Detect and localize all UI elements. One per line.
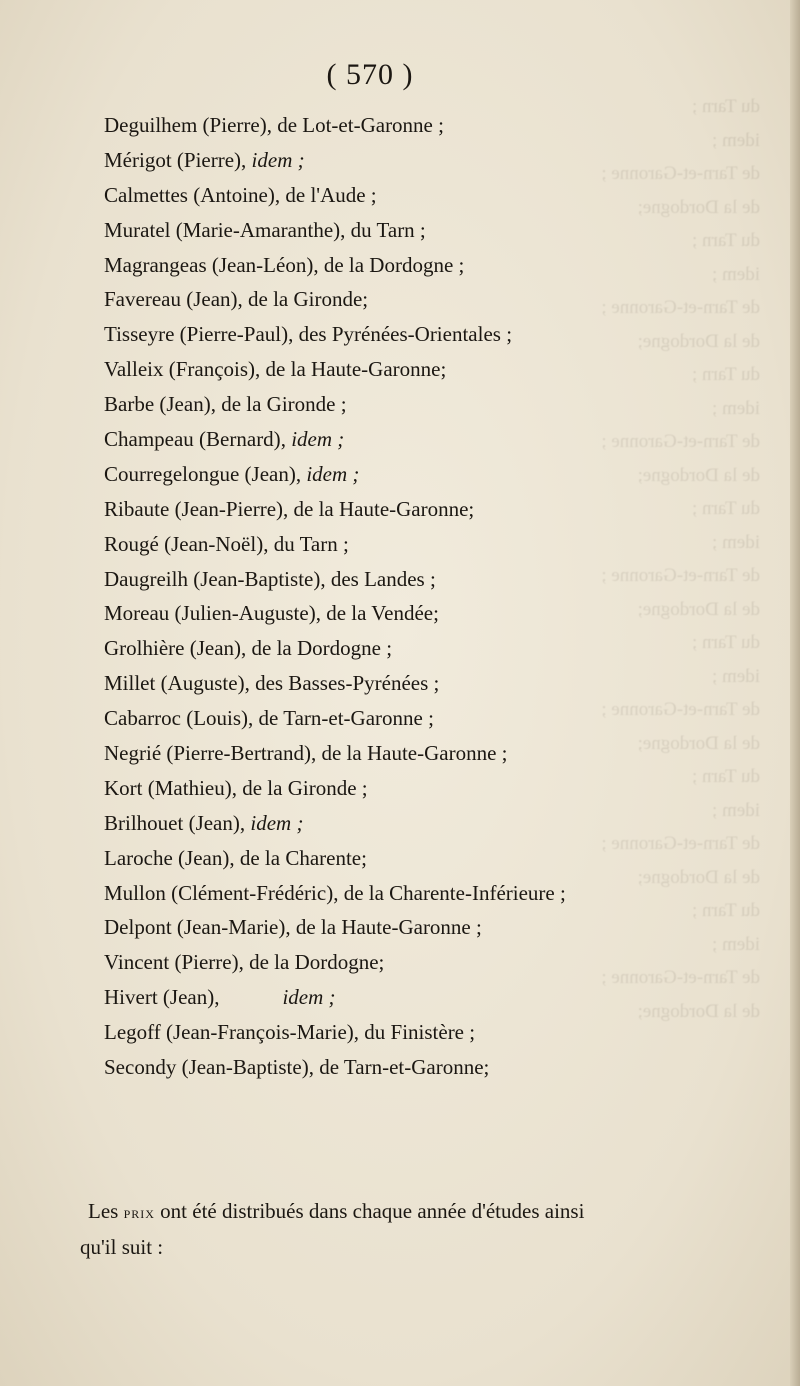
bleed-line: de Tarn-et-Garonne ; [601, 565, 760, 586]
entry-origin: des Basses-Pyrénées ; [255, 671, 440, 696]
bleed-line: de la Dordogne; [637, 1000, 760, 1022]
bleed-line: de la Dordogne; [637, 464, 760, 486]
entry-name: Calmettes (Antoine) [104, 182, 275, 207]
entry-separator: , [283, 496, 294, 521]
entry-name: Valleix (François) [104, 357, 256, 382]
bleed-line: idem ; [711, 531, 760, 553]
bleed-line: idem ; [711, 665, 760, 687]
list-item [104, 213, 744, 248]
entry-separator: , [239, 810, 251, 835]
entry-name: Delpont (Jean-Marie) [104, 915, 286, 940]
entry-origin: de Tarn-et-Garonne; [319, 1055, 490, 1080]
entry-name: Champeau (Bernard) [104, 427, 281, 452]
entry-origin: idem ; [250, 810, 304, 835]
entry-separator: , [333, 880, 344, 905]
bleed-line: de Tarn-et-Garonne ; [601, 833, 760, 854]
entry-name: Magrangeas (Jean-Léon) [104, 252, 314, 277]
entry-origin: des Landes ; [330, 566, 436, 591]
entry-name: Deguilhem (Pierre) [104, 113, 267, 137]
entry-name: Mérigot (Pierre) [104, 147, 242, 172]
list-item [104, 317, 744, 352]
bleed-line: de la Dordogne; [637, 732, 760, 754]
page-edge [790, 0, 800, 1386]
entry-name: Favereau (Jean) [104, 287, 238, 312]
entry-name: Negrié (Pierre-Bertrand) [104, 741, 311, 766]
entry-origin: de la Gironde; [248, 287, 369, 312]
entry-origin: de la Dordogne; [249, 950, 385, 975]
list-item [104, 492, 744, 527]
bleed-line: du Tarn ; [692, 96, 760, 117]
bleed-line: du Tarn ; [692, 766, 760, 787]
entry-separator: , [241, 147, 252, 172]
list-item [104, 736, 744, 771]
entry-name: Millet (Auguste) [104, 671, 245, 696]
bleed-line: de Tarn-et-Garonne ; [601, 431, 760, 452]
list-item [104, 422, 744, 457]
entry-origin: idem ; [291, 427, 345, 452]
entry-origin: de la Haute-Garonne; [265, 357, 447, 382]
entry-origin: de la Dordogne ; [323, 252, 465, 277]
list-item [104, 596, 744, 631]
list-item [104, 876, 744, 911]
entry-name: Grolhière (Jean) [104, 636, 242, 661]
entry-separator: , [210, 392, 222, 417]
entry-separator: , [248, 706, 259, 731]
prix-word: prix [123, 1203, 155, 1222]
page-number: ( 570 ) [326, 58, 414, 91]
entry-origin: de la Charente; [239, 845, 367, 870]
list-item [104, 108, 744, 143]
entry-name: Hivert (Jean) [104, 985, 215, 1010]
entry-separator: , [244, 671, 256, 696]
list-item [104, 666, 744, 701]
list-item [104, 631, 744, 666]
list-item [104, 945, 744, 980]
entry-name: Muratel (Marie-Amaranthe) [104, 217, 341, 242]
list-item [104, 771, 744, 806]
bleed-line: idem ; [711, 799, 760, 821]
entry-separator: , [295, 461, 307, 486]
entry-name: Barbe (Jean) [104, 392, 211, 417]
bleed-line: idem ; [711, 933, 760, 955]
list-item [104, 910, 744, 945]
entry-separator: , [353, 1020, 365, 1045]
entry-origin: idem ; [282, 985, 336, 1010]
entry-name: Legoff (Jean-François-Marie) [104, 1020, 354, 1045]
entry-origin: du Finistère ; [364, 1020, 476, 1045]
entry-separator: , [340, 217, 351, 242]
entry-name: Brilhouet (Jean) [104, 810, 240, 835]
footer-line-1-end: ont été distribués dans chaque année d'études ainsi [154, 1199, 585, 1223]
bleed-line: de Tarn-et-Garonne ; [601, 967, 760, 988]
entry-name: Moreau (Julien-Auguste) [104, 601, 316, 626]
entry-separator: , [280, 427, 292, 452]
bleed-line: idem ; [711, 129, 760, 151]
entry-separator: , [238, 950, 250, 975]
bleed-line: de Tarn-et-Garonne ; [601, 699, 760, 720]
entry-separator: , [255, 357, 266, 382]
entry-separator: , [315, 601, 327, 626]
list-item [104, 1015, 744, 1050]
bleed-line: de la Dordogne; [637, 196, 760, 218]
list-item [104, 178, 744, 213]
footer-paragraph [80, 1194, 730, 1264]
list-item [104, 980, 744, 1015]
entry-separator: , [308, 1055, 320, 1080]
entry-separator: , [288, 322, 299, 347]
entry-origin: de la Haute-Garonne ; [321, 741, 508, 766]
entry-origin: de la Gironde ; [221, 392, 347, 417]
entry-origin: de la Gironde ; [242, 775, 368, 800]
list-item [104, 527, 744, 562]
entry-separator: , [310, 741, 322, 766]
list-item [104, 352, 744, 387]
entry-name: Mullon (Clément-Frédéric) [104, 880, 334, 905]
list-item [104, 806, 744, 841]
bleed-line: du Tarn ; [692, 364, 760, 385]
entry-separator: , [320, 566, 331, 591]
list-item [104, 562, 744, 597]
list-item [104, 457, 744, 492]
entry-name: Ribaute (Jean-Pierre) [104, 496, 284, 521]
list-item [104, 841, 744, 876]
entry-separator: , [313, 252, 324, 277]
entry-name: Tisseyre (Pierre-Paul) [104, 322, 289, 347]
entry-origin: de Lot-et-Garonne ; [277, 113, 444, 137]
bleed-line: de Tarn-et-Garonne ; [601, 297, 760, 318]
bleed-line: du Tarn ; [692, 632, 760, 653]
bleed-line: idem ; [711, 397, 760, 419]
entry-origin: du Tarn ; [350, 217, 426, 242]
list-item [104, 387, 744, 422]
entry-separator: , [237, 287, 249, 312]
list-item [104, 282, 744, 317]
entry-origin: de la Vendée; [326, 601, 439, 626]
entry-separator: , [285, 915, 296, 940]
entry-name: Vincent (Pierre) [104, 950, 239, 975]
bleed-line: de Tarn-et-Garonne ; [601, 163, 760, 184]
entry-separator: , [266, 113, 278, 137]
entry-separator: , [274, 182, 286, 207]
entry-origin: des Pyrénées-Orientales ; [298, 322, 513, 347]
footer-line-1 [80, 1194, 730, 1230]
entry-origin: de la Haute-Garonne ; [295, 915, 482, 940]
laureate-list [104, 108, 744, 1085]
entry-separator: , [263, 531, 274, 556]
entry-name: Courregelongue (Jean) [104, 461, 296, 486]
entry-origin: de l'Aude ; [285, 182, 377, 207]
bleed-line: idem ; [711, 263, 760, 285]
entry-origin: de la Dordogne ; [251, 636, 393, 661]
entry-name: Kort (Mathieu) [104, 775, 232, 800]
entry-separator: , [231, 775, 243, 800]
list-item [104, 701, 744, 736]
bleed-line: de la Dordogne; [637, 866, 760, 888]
entry-origin: de Tarn-et-Garonne ; [258, 706, 434, 731]
footer-line-1-start: Les [88, 1199, 124, 1223]
entry-name: Cabarroc (Louis) [104, 706, 249, 731]
list-item [104, 1050, 744, 1085]
entry-name: Secondy (Jean-Baptiste) [104, 1055, 309, 1080]
entry-separator: , [214, 985, 283, 1010]
list-item [104, 143, 744, 178]
entry-separator: , [229, 845, 240, 870]
entry-origin: idem ; [251, 147, 305, 172]
bleed-line: du Tarn ; [692, 900, 760, 921]
entry-origin: du Tarn ; [273, 531, 349, 556]
bleed-line: de la Dordogne; [637, 330, 760, 352]
list-item [104, 248, 744, 283]
entry-name: Laroche (Jean) [104, 845, 230, 870]
entry-separator: , [241, 636, 252, 661]
bleed-line: du Tarn ; [692, 498, 760, 519]
entry-name: Daugreilh (Jean-Baptiste) [104, 566, 321, 591]
entry-origin: idem ; [306, 461, 360, 486]
footer-line-2: qu'il suit : [80, 1235, 164, 1259]
entry-origin: de la Haute-Garonne; [293, 496, 475, 521]
bleed-line: de la Dordogne; [637, 598, 760, 620]
entry-origin: de la Charente-Inférieure ; [343, 880, 566, 905]
entry-name: Rougé (Jean-Noël) [104, 531, 264, 556]
bleed-line: du Tarn ; [692, 230, 760, 251]
